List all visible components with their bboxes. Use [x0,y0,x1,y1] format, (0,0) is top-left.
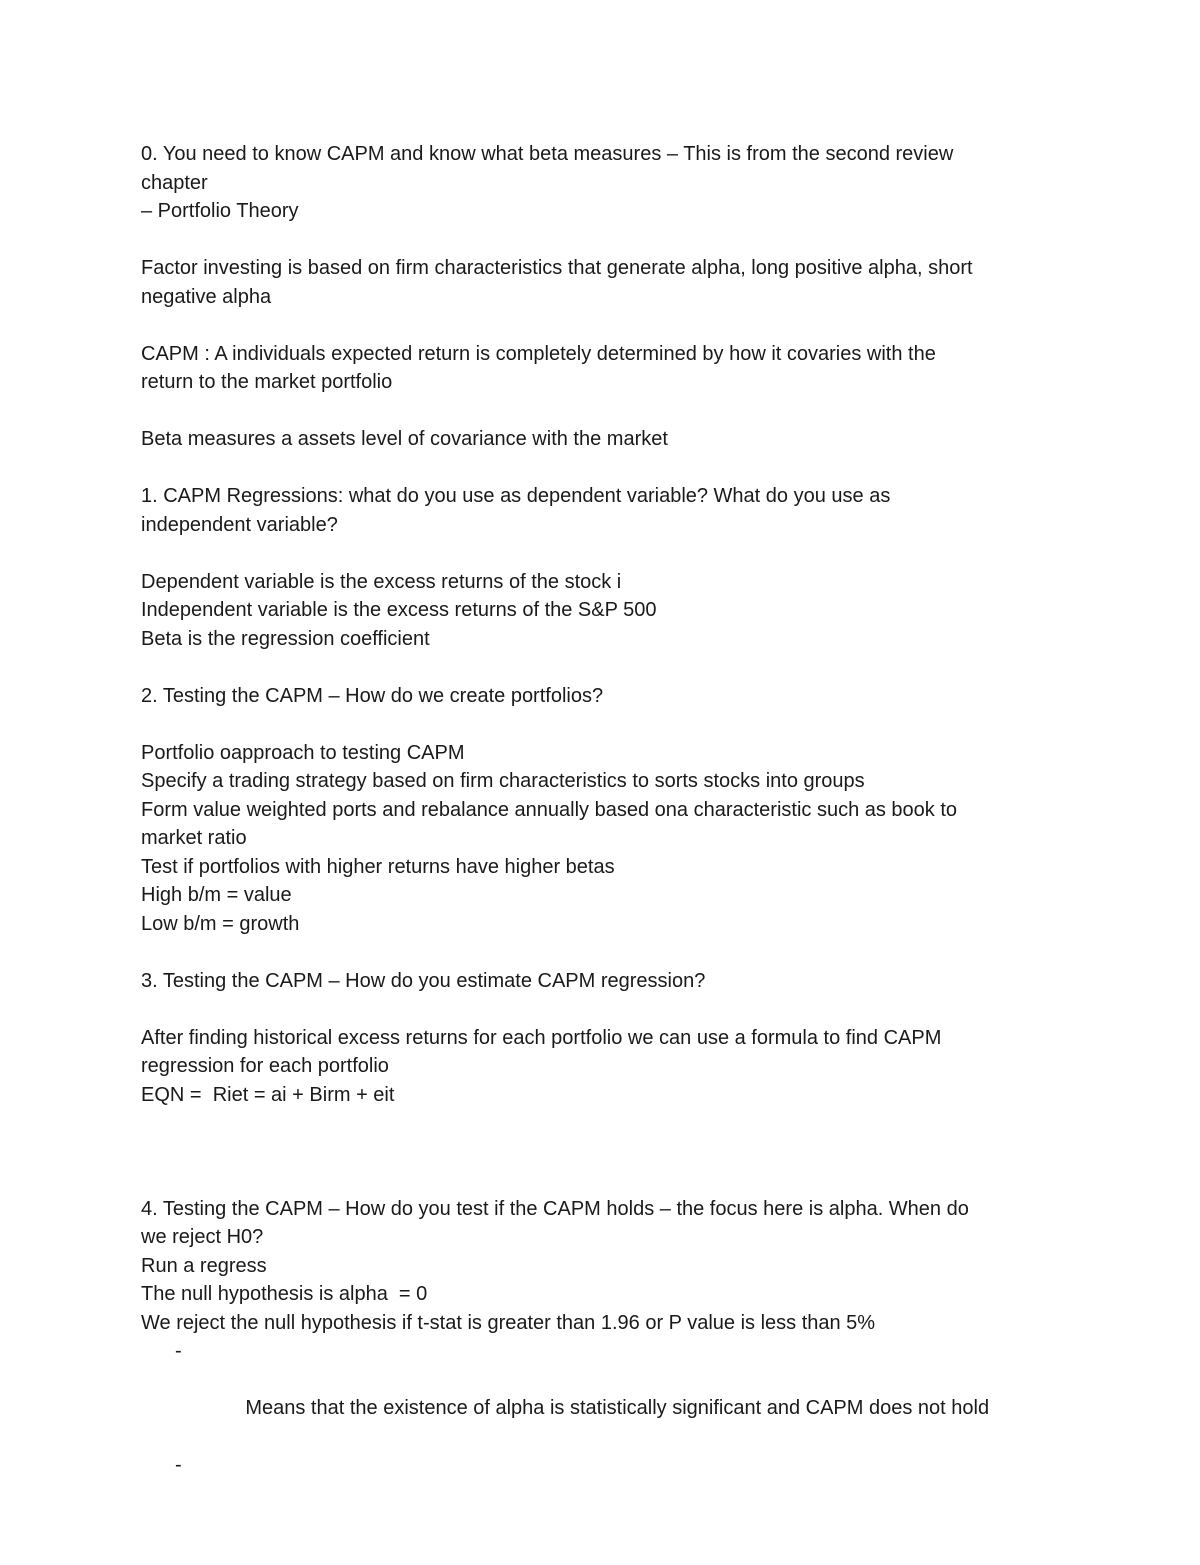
answer-4-line-1: Run a regress [141,1254,267,1277]
capm-definition-line-2: return to the market portfolio [141,371,393,393]
bullet-dash: - [175,1340,182,1362]
spacer [141,1109,1061,1195]
section-0-heading-cont: chapter [141,171,208,194]
bullet-dash: - [175,1454,182,1476]
answer-3-line-1-cont: regression for each portfolio [141,1055,389,1077]
document-body [141,140,1061,1565]
answer-2-line-5: High b/m = value [141,884,292,906]
spacer [141,226,1061,255]
answer-1-beta: Beta is the regression coefficient [141,627,430,650]
answer-2-line-1: Portfolio oapproach to testing CAPM [141,741,465,764]
question-1-line-1: 1. CAPM Regressions: what do you use as dependent variable? What do you use as [141,485,891,507]
question-4-line-2: we reject H0? [141,1226,264,1248]
bullet-item [141,1337,1061,1451]
answer-2-line-2: Specify a trading strategy based on firm characteristics to sorts stocks into groups [141,770,865,792]
answer-2-line-3: Form value weighted ports and rebalance annually based ona characteristic such as book to [141,798,958,821]
spacer [141,995,1061,1024]
answer-2-line-6: Low b/m = growth [141,912,300,935]
answer-1-independent: Independent variable is the excess returns of the S&P 500 [141,599,657,621]
question-1-line-2: independent variable? [141,513,338,536]
bullet-text: Means that the existence of alpha is statistically significant and CAPM does not hold [245,1397,990,1419]
capm-definition-line-1: CAPM : A individuals expected return is completely determined by how it covaries with the [141,342,936,365]
answer-4-line-2: The null hypothesis is alpha = 0 [141,1283,428,1305]
answer-1-dependent: Dependent variable is the excess returns of the stock i [141,570,622,593]
spacer [141,454,1061,483]
spacer [141,653,1061,682]
factor-investing-line-2: negative alpha [141,285,272,308]
spacer [141,397,1061,426]
answer-2-line-4: Test if portfolios with higher returns have higher betas [141,855,615,878]
section-0-subheading: – Portfolio Theory [141,200,299,222]
spacer [141,938,1061,967]
factor-investing-line-1: Factor investing is based on firm characteristics that generate alpha, long positive alpha, short [141,257,973,279]
beta-definition: Beta measures a assets level of covariance with the market [141,428,668,450]
answer-3-line-1: After finding historical excess returns for each portfolio we can use a formula to find CAPM [141,1026,942,1049]
spacer [141,539,1061,568]
bullet-item-empty [141,1451,1061,1565]
answer-2-line-3-cont: market ratio [141,827,247,849]
question-2: 2. Testing the CAPM – How do we create portfolios? [141,684,604,707]
question-3: 3. Testing the CAPM – How do you estimate CAPM regression? [141,969,706,992]
question-4-line-1: 4. Testing the CAPM – How do you test if the CAPM holds – the focus here is alpha. When do [141,1197,969,1220]
equation: EQN = Riet = ai + Birm + eit [141,1083,395,1106]
section-0-heading: 0. You need to know CAPM and know what beta measures – This is from the second review [141,143,954,165]
spacer [141,311,1061,340]
answer-4-line-3: We reject the null hypothesis if t-stat is greater than 1.96 or P value is less than 5% [141,1311,876,1334]
spacer [141,710,1061,739]
